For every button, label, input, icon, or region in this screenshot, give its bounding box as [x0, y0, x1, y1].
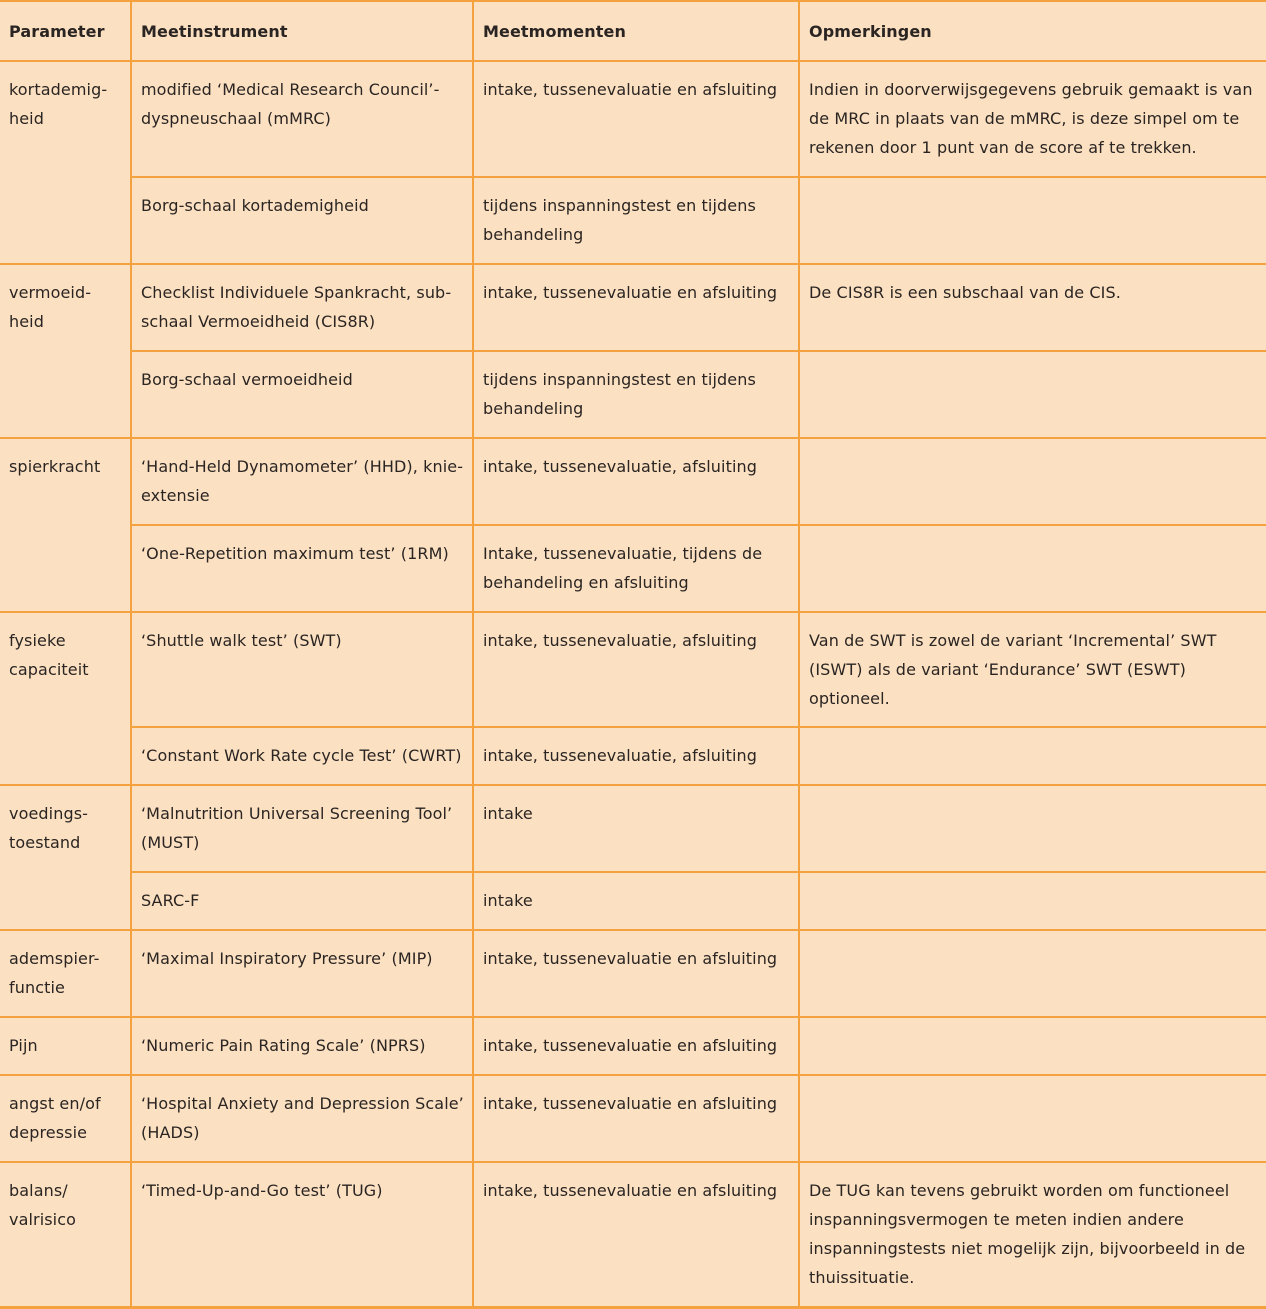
cell-instrument: Borg-schaal kortademigheid: [131, 177, 473, 264]
cell-moments: intake, tussenevaluatie, afsluiting: [473, 438, 799, 525]
cell-instrument: ‘Numeric Pain Rating Scale’ (NPRS): [131, 1017, 473, 1075]
cell-instrument: Borg-schaal vermoeidheid: [131, 351, 473, 438]
cell-remarks: [799, 872, 1266, 930]
cell-remarks: [799, 1017, 1266, 1075]
cell-moments: intake, tussenevaluatie, afsluiting: [473, 727, 799, 785]
table-row: [0, 61, 1266, 177]
cell-moments: intake, tussenevaluatie en afsluiting: [473, 264, 799, 351]
cell-instrument: ‘Maximal Inspiratory Pressure’ (MIP): [131, 930, 473, 1017]
table-row: [0, 264, 1266, 351]
cell-instrument: ‘Malnutrition Universal Screening Tool’ (MUST): [131, 785, 473, 872]
cell-parameter: spierkracht: [0, 438, 131, 612]
cell-remarks: [799, 525, 1266, 612]
header-row: [0, 1, 1266, 61]
cell-moments: intake, tussenevaluatie en afsluiting: [473, 61, 799, 177]
cell-remarks: De CIS8R is een subschaal van de CIS.: [799, 264, 1266, 351]
cell-parameter: Pijn: [0, 1017, 131, 1075]
cell-parameter: vermoeid- heid: [0, 264, 131, 438]
cell-remarks: [799, 727, 1266, 785]
cell-instrument: ‘One-Repetition maximum test’ (1RM): [131, 525, 473, 612]
cell-remarks: [799, 785, 1266, 872]
table-row: [0, 1075, 1266, 1162]
table-row: [0, 785, 1266, 872]
cell-instrument: ‘Hospital Anxiety and Depression Scale’ (HADS): [131, 1075, 473, 1162]
cell-remarks: [799, 930, 1266, 1017]
table-row: [0, 872, 1266, 930]
cell-moments: tijdens inspanningstest en tijdens behandeling: [473, 177, 799, 264]
cell-parameter: ademspier- functie: [0, 930, 131, 1017]
cell-instrument: ‘Hand-Held Dynamometer’ (HHD), knie- extensie: [131, 438, 473, 525]
table-row: [0, 930, 1266, 1017]
cell-moments: Intake, tussenevaluatie, tijdens de behandeling en afsluiting: [473, 525, 799, 612]
cell-remarks: De TUG kan tevens gebruikt worden om functioneel inspanningsvermogen te meten indien andere inspanningstests niet mogelijk zijn, bijvoorbeeld in de thuissituatie.: [799, 1162, 1266, 1307]
table-row: [0, 351, 1266, 438]
cell-remarks: Indien in doorverwijsgegevens gebruik gemaakt is van de MRC in plaats van de mMRC, is deze simpel om te rekenen door 1 punt van de score af te trekken.: [799, 61, 1266, 177]
cell-remarks: [799, 351, 1266, 438]
cell-instrument: ‘Timed-Up-and-Go test’ (TUG): [131, 1162, 473, 1307]
table-row: [0, 1017, 1266, 1075]
cell-moments: intake: [473, 872, 799, 930]
cell-parameter: voedings- toestand: [0, 785, 131, 930]
cell-instrument: SARC-F: [131, 872, 473, 930]
table-row: [0, 1162, 1266, 1307]
cell-moments: intake, tussenevaluatie en afsluiting: [473, 1075, 799, 1162]
cell-instrument: modified ‘Medical Research Council’- dyspneuschaal (mMRC): [131, 61, 473, 177]
table-row: [0, 525, 1266, 612]
cell-parameter: balans/ valrisico: [0, 1162, 131, 1307]
table-row: [0, 177, 1266, 264]
cell-remarks: [799, 438, 1266, 525]
table-row: [0, 612, 1266, 727]
header-remarks: Opmerkingen: [799, 1, 1266, 61]
cell-moments: intake, tussenevaluatie en afsluiting: [473, 1162, 799, 1307]
header-parameter: Parameter: [0, 1, 131, 61]
cell-parameter: fysieke capaciteit: [0, 612, 131, 785]
header-moments: Meetmomenten: [473, 1, 799, 61]
cell-remarks: [799, 177, 1266, 264]
cell-instrument: ‘Constant Work Rate cycle Test’ (CWRT): [131, 727, 473, 785]
cell-moments: intake, tussenevaluatie, afsluiting: [473, 612, 799, 727]
cell-remarks: [799, 1075, 1266, 1162]
cell-moments: intake: [473, 785, 799, 872]
table-row: [0, 438, 1266, 525]
cell-parameter: kortademig- heid: [0, 61, 131, 264]
cell-moments: intake, tussenevaluatie en afsluiting: [473, 1017, 799, 1075]
header-instrument: Meetinstrument: [131, 1, 473, 61]
cell-instrument: Checklist Individuele Spankracht, sub- schaal Vermoeidheid (CIS8R): [131, 264, 473, 351]
cell-instrument: ‘Shuttle walk test’ (SWT): [131, 612, 473, 727]
cell-parameter: angst en/of depressie: [0, 1075, 131, 1162]
cell-moments: tijdens inspanningstest en tijdens behandeling: [473, 351, 799, 438]
table-row: [0, 727, 1266, 785]
cell-moments: intake, tussenevaluatie en afsluiting: [473, 930, 799, 1017]
cell-remarks: Van de SWT is zowel de variant ‘Incremental’ SWT (ISWT) als de variant ‘Endurance’ SWT (ESWT) optioneel.: [799, 612, 1266, 727]
